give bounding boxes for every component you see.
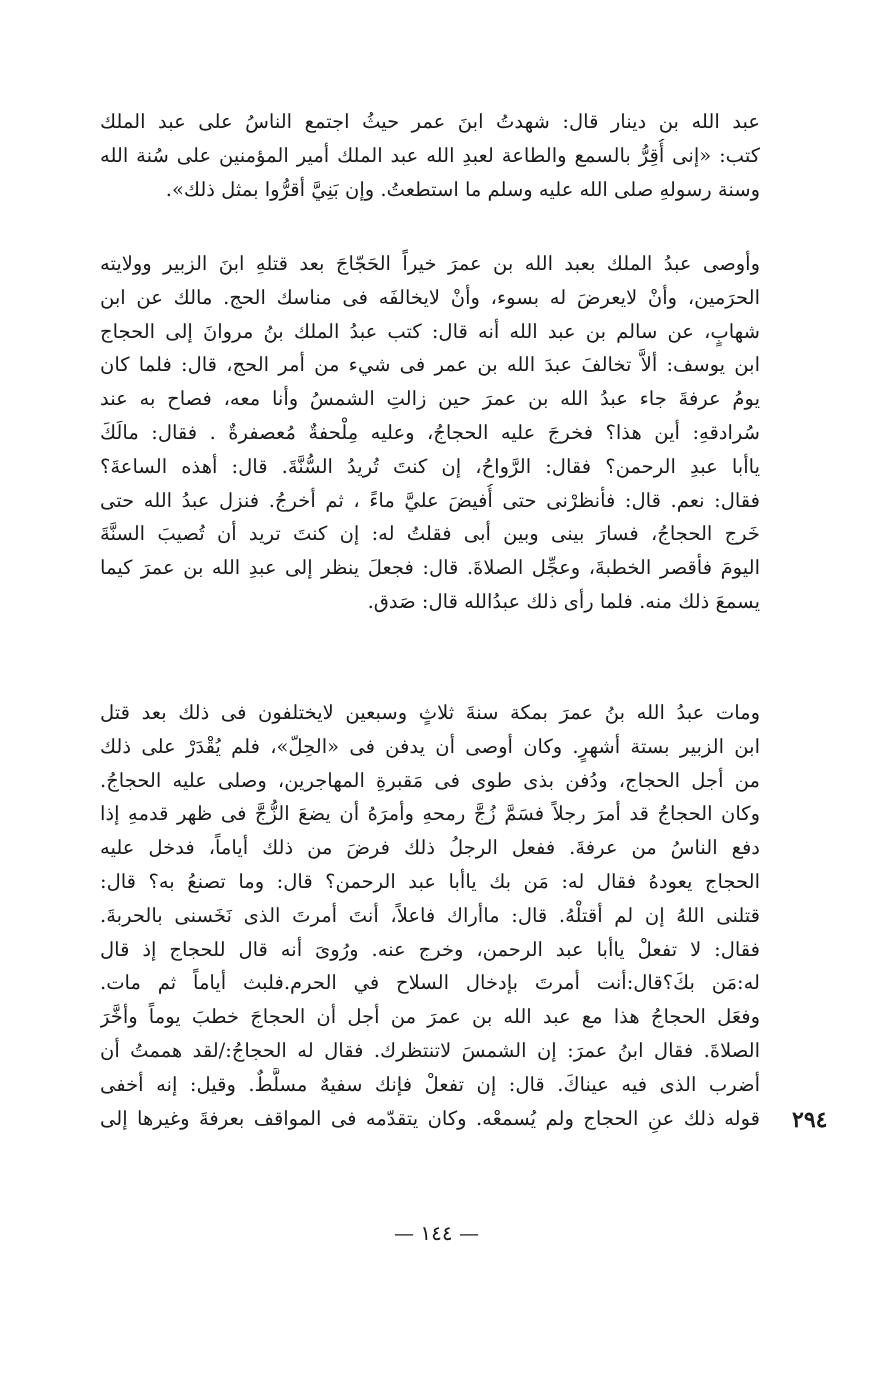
paragraph-2 — [100, 247, 760, 619]
text-line: خَرج الحجاجُ، فسارَ بينى وبين أبى فقلتُ له: إن كنتَ تريد أن تُصيبَ السنَّةَ — [100, 522, 760, 546]
text-line: ابن يوسف: ألاَّ تخالفَ عبدَ الله بن عمر فى شيء من أمر الحج، قال: فلما كان — [100, 353, 760, 377]
text-line: يومُ عرفةَ جاء عبدُ الله بن عمرَ حين زالتِ الشمسُ وأنا معه، فصاح به عند — [100, 387, 760, 411]
text-line: ياأبا عبدِ الرحمن؟ فقال: الرَّواحُ، إن كنتَ تُريدُ السُّنَّةَ. قال: أهذه الساعةَ؟ — [100, 454, 760, 478]
text-line: الحجاج يعودهُ فقال له: مَن بك ياأبا عبد الرحمن؟ قال: وما تصنعُ به؟ قال: — [100, 869, 760, 893]
text-line: ابن الزبير بستة أشهرٍ. وكان أوصى أن يدفن فى «الحِلّ»، فلم يُقْدَرْ على ذلك — [100, 734, 760, 758]
text-line: وكان الحجاجُ قد أمرَ رجلاً فسَمَّ زُجَّ رمحهِ وأمرَهُ أن يضعَ الزُّجَّ فى ظهر قدمهِ إذا — [100, 802, 760, 826]
text-line: سُرادقهِ: أين هذا؟ فخرجَ عليه الحجاجُ، وعليه مِلْحفةٌ مُعصفرةٌ . فقال: مالَكَ — [100, 420, 760, 444]
page-number: — ١٤٤ — — [394, 1221, 479, 1245]
paragraph-3 — [100, 696, 760, 1135]
text-line: ومات عبدُ الله بنُ عمرَ بمكة سنةَ ثلاثٍ وسبعين لايختلفون فى ذلك بعد قتل — [100, 701, 760, 724]
text-line: عبد الله بن دينار قال: شهدتُ ابنَ عمر حيثُ اجتمع الناسُ على عبد الملك — [100, 110, 760, 133]
text-line: يسمعَ ذلك منه. فلما رأى ذلك عبدُالله قال: صَدق. — [367, 589, 760, 613]
text-line: الصلاةَ. فقال ابنُ عمرَ: إن الشمسَ لاتنتظرك. فقال له الحجاجُ:/لقد هممتُ أن — [100, 1038, 760, 1062]
text-line: من أجل الحجاج، ودُفن بذى طوى فى مَقبرةِ المهاجرين، وصلى عليه الحجاجُ. — [100, 768, 760, 792]
text-line: الحرَمين، وأنْ لايعرضَ له بسوء، وأنْ لايخالفَه فى مناسك الحج. مالك عن ابن — [100, 285, 760, 309]
text-line: وأوصى عبدُ الملك بعبد الله بن عمرَ خيراً الحَجّاجَ بعد قتلهِ ابنَ الزبير وولايته — [100, 252, 760, 275]
text-line: أضرب الذى فيه عيناكَ. قال: إن تفعلْ فإنك سفيهٌ مسلَّطٌ. وقيل: إنه أخفى — [100, 1072, 760, 1096]
text-line: كتب: «إنى أُقِرُّ بالسمع والطاعة لعبدِ الله عبد الملك أمير المؤمنين على سُنة الله — [100, 143, 760, 167]
text-line: له:مَن بكَ؟قال:أنت أمرتَ بإدخال السلاح في الحرم.فلبث أياماً ثم مات. — [100, 971, 760, 995]
text-line: فقال: لا تفعلْ ياأبا عبد الرحمن، وخرج عنه. ورُوىَ أنه قال للحجاج إذ قال — [100, 937, 760, 961]
text-line: شهابٍ، عن سالم بن عبد الله أنه قال: كتب عبدُ الملك بنُ مروانَ إلى الحجاج — [100, 319, 760, 343]
text-line: دفع الناسُ من عرفةَ. ففعل الرجلُ ذلك فرضَ من ذلك أياماً، فدخل عليه — [100, 836, 760, 860]
text-line: وسنة رسولهِ صلى الله عليه وسلم ما استطعتُ. وإن بَنِيَّ أقرُّوا بمثل ذلك». — [165, 177, 760, 201]
text-line: فقال: نعم. قال: فأنظرْنى حتى أُفيضَ عليَّ ماءً ، ثم أخرجُ. فنزل عبدُ الله حتى — [100, 488, 760, 512]
text-line: اليومَ فأقصر الخطبةَ، وعجِّل الصلاةَ. قال: فجعلَ ينظر إلى عبدِ الله بن عمرَ كيما — [100, 556, 760, 580]
paragraph-1 — [100, 105, 760, 206]
text-line: قوله ذلك عنِ الحجاج ولم يُسمعْه. وكان يتقدّمه فى المواقف بعرفةَ وغيرها إلى — [100, 1106, 760, 1130]
text-line: وفعَل الحجاجُ هذا مع عبد الله بن عمرَ من أجل أن الحجاجَ خطبَ يوماً وأخَّرَ — [100, 1005, 760, 1029]
margin-reference-number: ٢٩٤ — [792, 1107, 828, 1133]
text-line: قتلنى اللهُ إن لم أقتلْهُ. قال: ماأراك فاعلاً، أنتَ أمرتَ الذى نَخَسنى بالحربةَ. — [100, 903, 760, 927]
